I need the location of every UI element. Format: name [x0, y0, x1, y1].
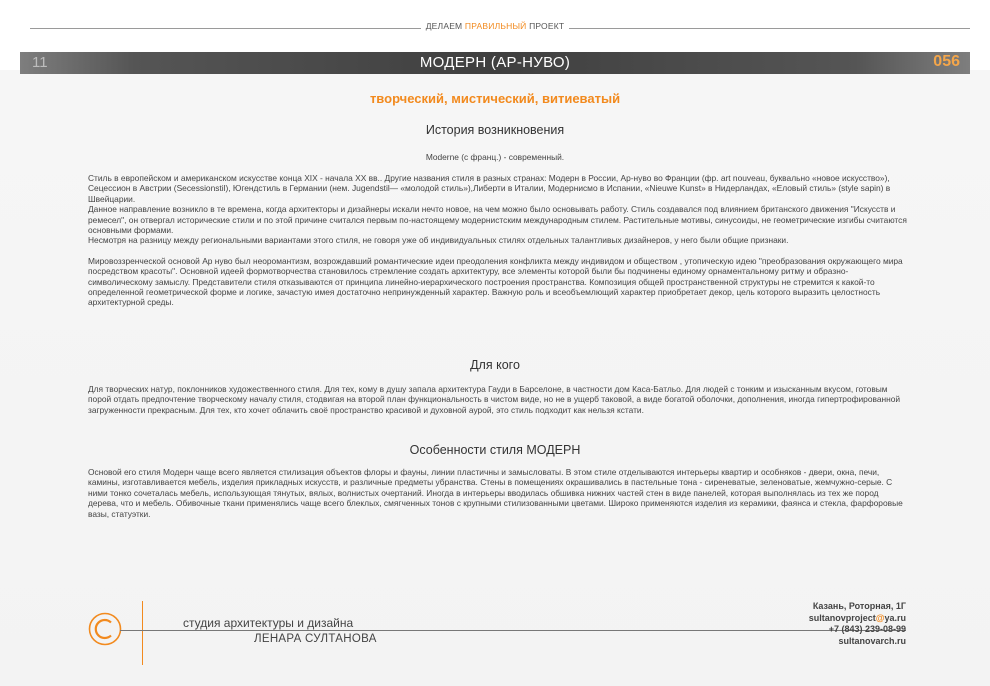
history-paragraph: Стиль в европейском и американском искусстве конца XIX - начала XX вв.. Другие названия стиля в разных странах: Модерн в России, Ар-нуво во Франции (фр. art nouveau, буквально «новое искусство»), Сецессион в Австрии (Secessionstil), Югендстиль в Германии (нем. Jugendstil— «молодой стиль»),Либерти в Италии, Модернисмо в Испании, «Nieuwe Kunst» в Нидерландах, «Еловый стиль» (style sapin) в Швейцарии. — [88, 173, 891, 204]
page-number-right: 056 — [933, 53, 960, 70]
history-text — [88, 173, 908, 308]
phone[interactable]: +7 (843) 239-08-99 — [828, 624, 906, 634]
studio-owner-name: ЛЕНАРА СУЛТАНОВА — [254, 633, 377, 645]
studio-caption: студия архитектуры и дизайна — [183, 616, 354, 630]
studio-logo-icon — [88, 612, 122, 646]
audience-text: Для творческих натур, поклонников художественного стиля. Для тех, кому в душу запала архитектура Гауди в Барселоне, в частности дом Каса-Батльо. Для людей с тонким и изысканным вкусом, готовым порой отдать предпочтение творческому началу стиля, стодвигая на второй план функциональность в чистом виде, но не в ущерб таковой, а виде богатой оболочки, дополнения, иногда гипертрофированной загруженности прекрасным. Для тех, кто хочет облачить своё пространство красивой и духовной аурой, это стиль подходит как нельзя кстати. — [88, 384, 901, 415]
features-text: Основой его стиля Модерн чаще всего является стилизация объектов флоры и фауны, линии пластичны и замысловаты. В этом стиле отделываются интерьеры квартир и особняков - двери, окна, печи, камины, изготавливается мебель, изделия прикладных искусств, и различные предметы убранства. Стены в помещениях окрашивались в пастельные тона - сиреневатые, зеленоватые, жемчужно-серые. С ними тонко сочеталась мебель, использующая тянутых, вялых, волнистых очертаний. Иногда в интерьеры вводилась обшивка нижних частей стен в виде панелей, которая выполнялась из тех же пород дерева, что и мебель. Обивочные ткани применялись чаще всего блеклых, смягченных тонов с крупными стилизованными цветами. Широко применяются изделия из керамики, фаянса и стекла, фарфоровые вазы, статуэтки. — [88, 467, 903, 519]
definition: Moderne (с франц.) - современный. — [425, 152, 565, 162]
tagline: творческий, мистический, витиеватый — [369, 91, 621, 106]
logo-divider — [142, 601, 143, 665]
contacts — [809, 601, 906, 647]
email-domain: ya.ru — [884, 612, 906, 623]
history-paragraph: Несмотря на разницу между региональными вариантами этого стиля, не говоря уже об индивидуальных стилях отдельных талантливых дизайнеров, у него были общие признаки. — [88, 235, 789, 246]
features-heading: Особенности стиля МОДЕРН — [409, 443, 581, 457]
email[interactable] — [809, 613, 906, 625]
history-paragraph: Данное направление возникло в те времена, когда архитекторы и дизайнеры искали нечто новое, на чем можно было основывать работу. Стиль создавался под влиянием британского движения "Искусств и ремесел", он отвергал исторические стили и по этой причине считался первым по-настоящему модернистским международным стилем. Растительные мотивы, синусоиды, не геометрические изгибы считаются основными формами. — [88, 204, 907, 236]
history-heading: История возникновения — [425, 123, 565, 137]
email-user: sultanovproject — [808, 612, 876, 623]
address: Казань, Роторная, 1Г — [812, 601, 906, 611]
audience-heading: Для кого — [470, 358, 520, 372]
top-label-accent: ПРАВИЛЬНЫЙ — [464, 21, 527, 31]
website-link[interactable]: sultanovarch.ru — [838, 635, 906, 646]
email-at: @ — [875, 612, 885, 623]
page-title: МОДЕРН (АР-НУВО) — [419, 54, 571, 71]
history-paragraph: Мировоззренческой основой Ар нуво был неоромантизм, возрождавший романтические идеи преодоления конфликта между индивидом и обществом , утопическую идею "преобразования окружающего мира посредством красоты". Основной идеей формотворчества становилось стремление создать архитектуру, все элементы которой были бы подчинены единому орнаментальному ритму и образно-символическому замыслу. Представители стиля отказываются от принципа линейно-иерархического построения пространства. Композиция общей пространственной структуры не стремится к какой-то определенной геометрической форме и логике, зачастую имея достаточно непринужденный характер. Важную роль и всеобъемлющий характер приобретает декор, цель которого выразить целостность архитектурной среды. — [88, 255, 903, 308]
footer-rule — [120, 630, 906, 631]
top-label-prefix: ДЕЛАЕМ — [425, 21, 463, 31]
page-number-left: 11 — [32, 54, 48, 71]
top-label — [0, 21, 990, 31]
top-label-suffix: ПРОЕКТ — [529, 21, 565, 31]
title-bar — [20, 52, 970, 74]
